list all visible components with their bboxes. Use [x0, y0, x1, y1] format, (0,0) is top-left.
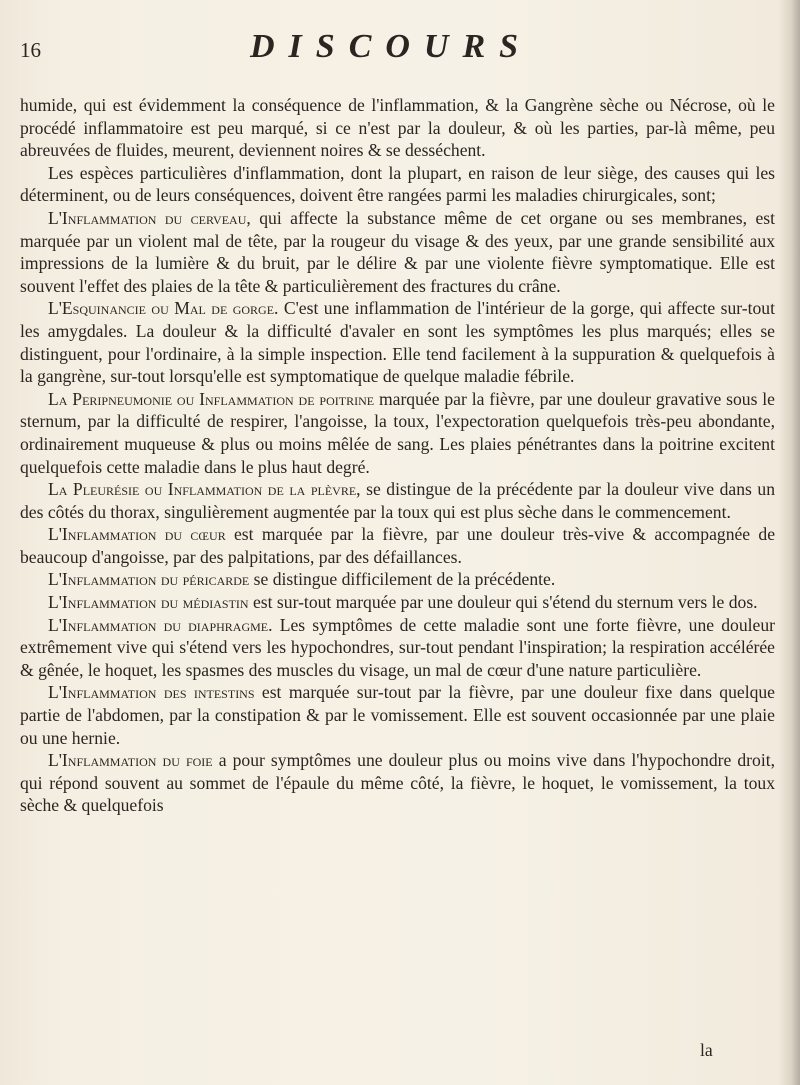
paragraph-text: est marquée par la fièvre, par une douleur très-vive & accompagnée de beaucoup d'angoisse, par des palpitations, par des défaillances. [20, 524, 776, 567]
paragraph-text: a pour symptômes une douleur plus ou moins vive dans l'hypochondre droit, qui répond souvent au sommet de l'épaule du même côté, la fièvre, le hoquet, le vomissement, la toux sèche & quelquefois [20, 750, 775, 816]
paragraph-text: qui affecte la substance même de cet organe ou ses membranes, est marquée par un violent mal de tête, par la rougeur du visage & des yeux, par une grande sensibilité aux impressions de la lumière & du bruit, par le délire & par une violente fièvre symptomatique. Elle est souvent l'effet des plaies de la tête & particulièrement des fractures du crâne. [20, 207, 775, 296]
paragraph-lead: L'Inflammation du péricarde [48, 569, 250, 590]
paragraph-text: Les symptômes de cette maladie sont une forte fièvre, une douleur extrêmement vive qui s'étend vers les hypochondres, sur-tout pendant l'inspiration; la respiration accélérée & gênée, le hoquet, les spasmes des muscles du visage, un mal de cœur d'une nature particulière. [20, 614, 775, 680]
paragraph-text: Les espèces particulières d'inflammation, dont la plupart, en raison de leur siège, des causes qui les déterminent, ou de leurs conséquences, doivent être rangées parmi les maladies chirurgicales, sont; [20, 162, 775, 206]
paragraph-lead: L'Inflammation du foie [48, 750, 213, 771]
page-gutter-shadow [778, 0, 800, 1085]
paragraph [20, 523, 775, 568]
paragraph-lead: L'Esquinancie ou Mal de gorge. [48, 298, 279, 319]
paragraph [20, 568, 775, 591]
paragraph-lead: L'Inflammation du médiastin [48, 592, 249, 613]
page-number: 16 [20, 38, 41, 62]
paragraph [20, 94, 775, 162]
paragraph [20, 681, 775, 749]
paragraph-text: se distingue de la précédente par la douleur vive dans un des côtés du thorax, singulièrement augmentée par la toux qui est plus sèche dans le commencement. [20, 479, 775, 522]
paragraph [20, 297, 775, 387]
paragraph [20, 162, 775, 207]
paragraph [20, 749, 775, 817]
paragraph [20, 478, 775, 523]
paragraph [20, 614, 775, 682]
paragraph-text: est sur-tout marquée par une douleur qui s'étend du sternum vers le dos. [248, 592, 758, 613]
paragraph-text: marquée par la fièvre, par une douleur gravative sous le sternum, par la difficulté de respirer, l'angoisse, la toux, l'expectoration quelquefois très-peu abondante, ordinairement muqueuse & plus ou moins mêlée de sang. Les plaies pénétrantes dans la poitrine excitent quelquefois cette maladie dans le plus haut degré. [20, 388, 775, 477]
paragraph-lead: L'Inflammation du diaphragme. [48, 614, 273, 635]
page-header [20, 28, 770, 68]
paragraph [20, 207, 775, 297]
paragraph-text: humide, qui est évidemment la conséquence de l'inflammation, & la Gangrène sèche ou Nécrose, où le procédé inflammatoire est peu marqué, si ce n'est par la douleur, & où les parties, par-là même, peu abreuvées de fluides, meurent, deviennent noires & se desséchent. [20, 95, 775, 161]
paragraph [20, 591, 775, 614]
paragraph-lead: L'Inflammation du cœur [48, 524, 226, 545]
paragraph [20, 388, 775, 478]
paragraph-text: est marquée sur-tout par la fièvre, par une douleur fixe dans quelque partie de l'abdomen, par la constipation & par le vomissement. Elle est souvent occasionnée par une plaie ou une hernie. [20, 682, 775, 748]
paragraph-text: se distingue difficilement de la précédente. [249, 569, 556, 590]
body-text [20, 94, 775, 817]
paragraph-lead: La Peripneumonie ou Inflammation de poitrine [48, 388, 375, 409]
running-title: DISCOURS [250, 28, 533, 65]
paragraph-lead: L'Inflammation du cerveau, [48, 207, 251, 228]
catchword: la [700, 1040, 713, 1060]
paragraph-lead: L'Inflammation des intestins [48, 682, 255, 703]
paragraph-text: C'est une inflammation de l'intérieur de la gorge, qui affecte sur-tout les amygdales. La douleur & la difficulté d'avaler en sont les symptômes les plus marqués; elles se distinguent, pour l'ordinaire, à la simple inspection. Elle tend facilement à la suppuration & quelquefois à la gangrène, sur-tout lorsqu'elle est symptomatique de quelque maladie fébrile. [20, 298, 775, 387]
paragraph-lead: La Pleurésie ou Inflammation de la plèvre, [48, 479, 361, 500]
